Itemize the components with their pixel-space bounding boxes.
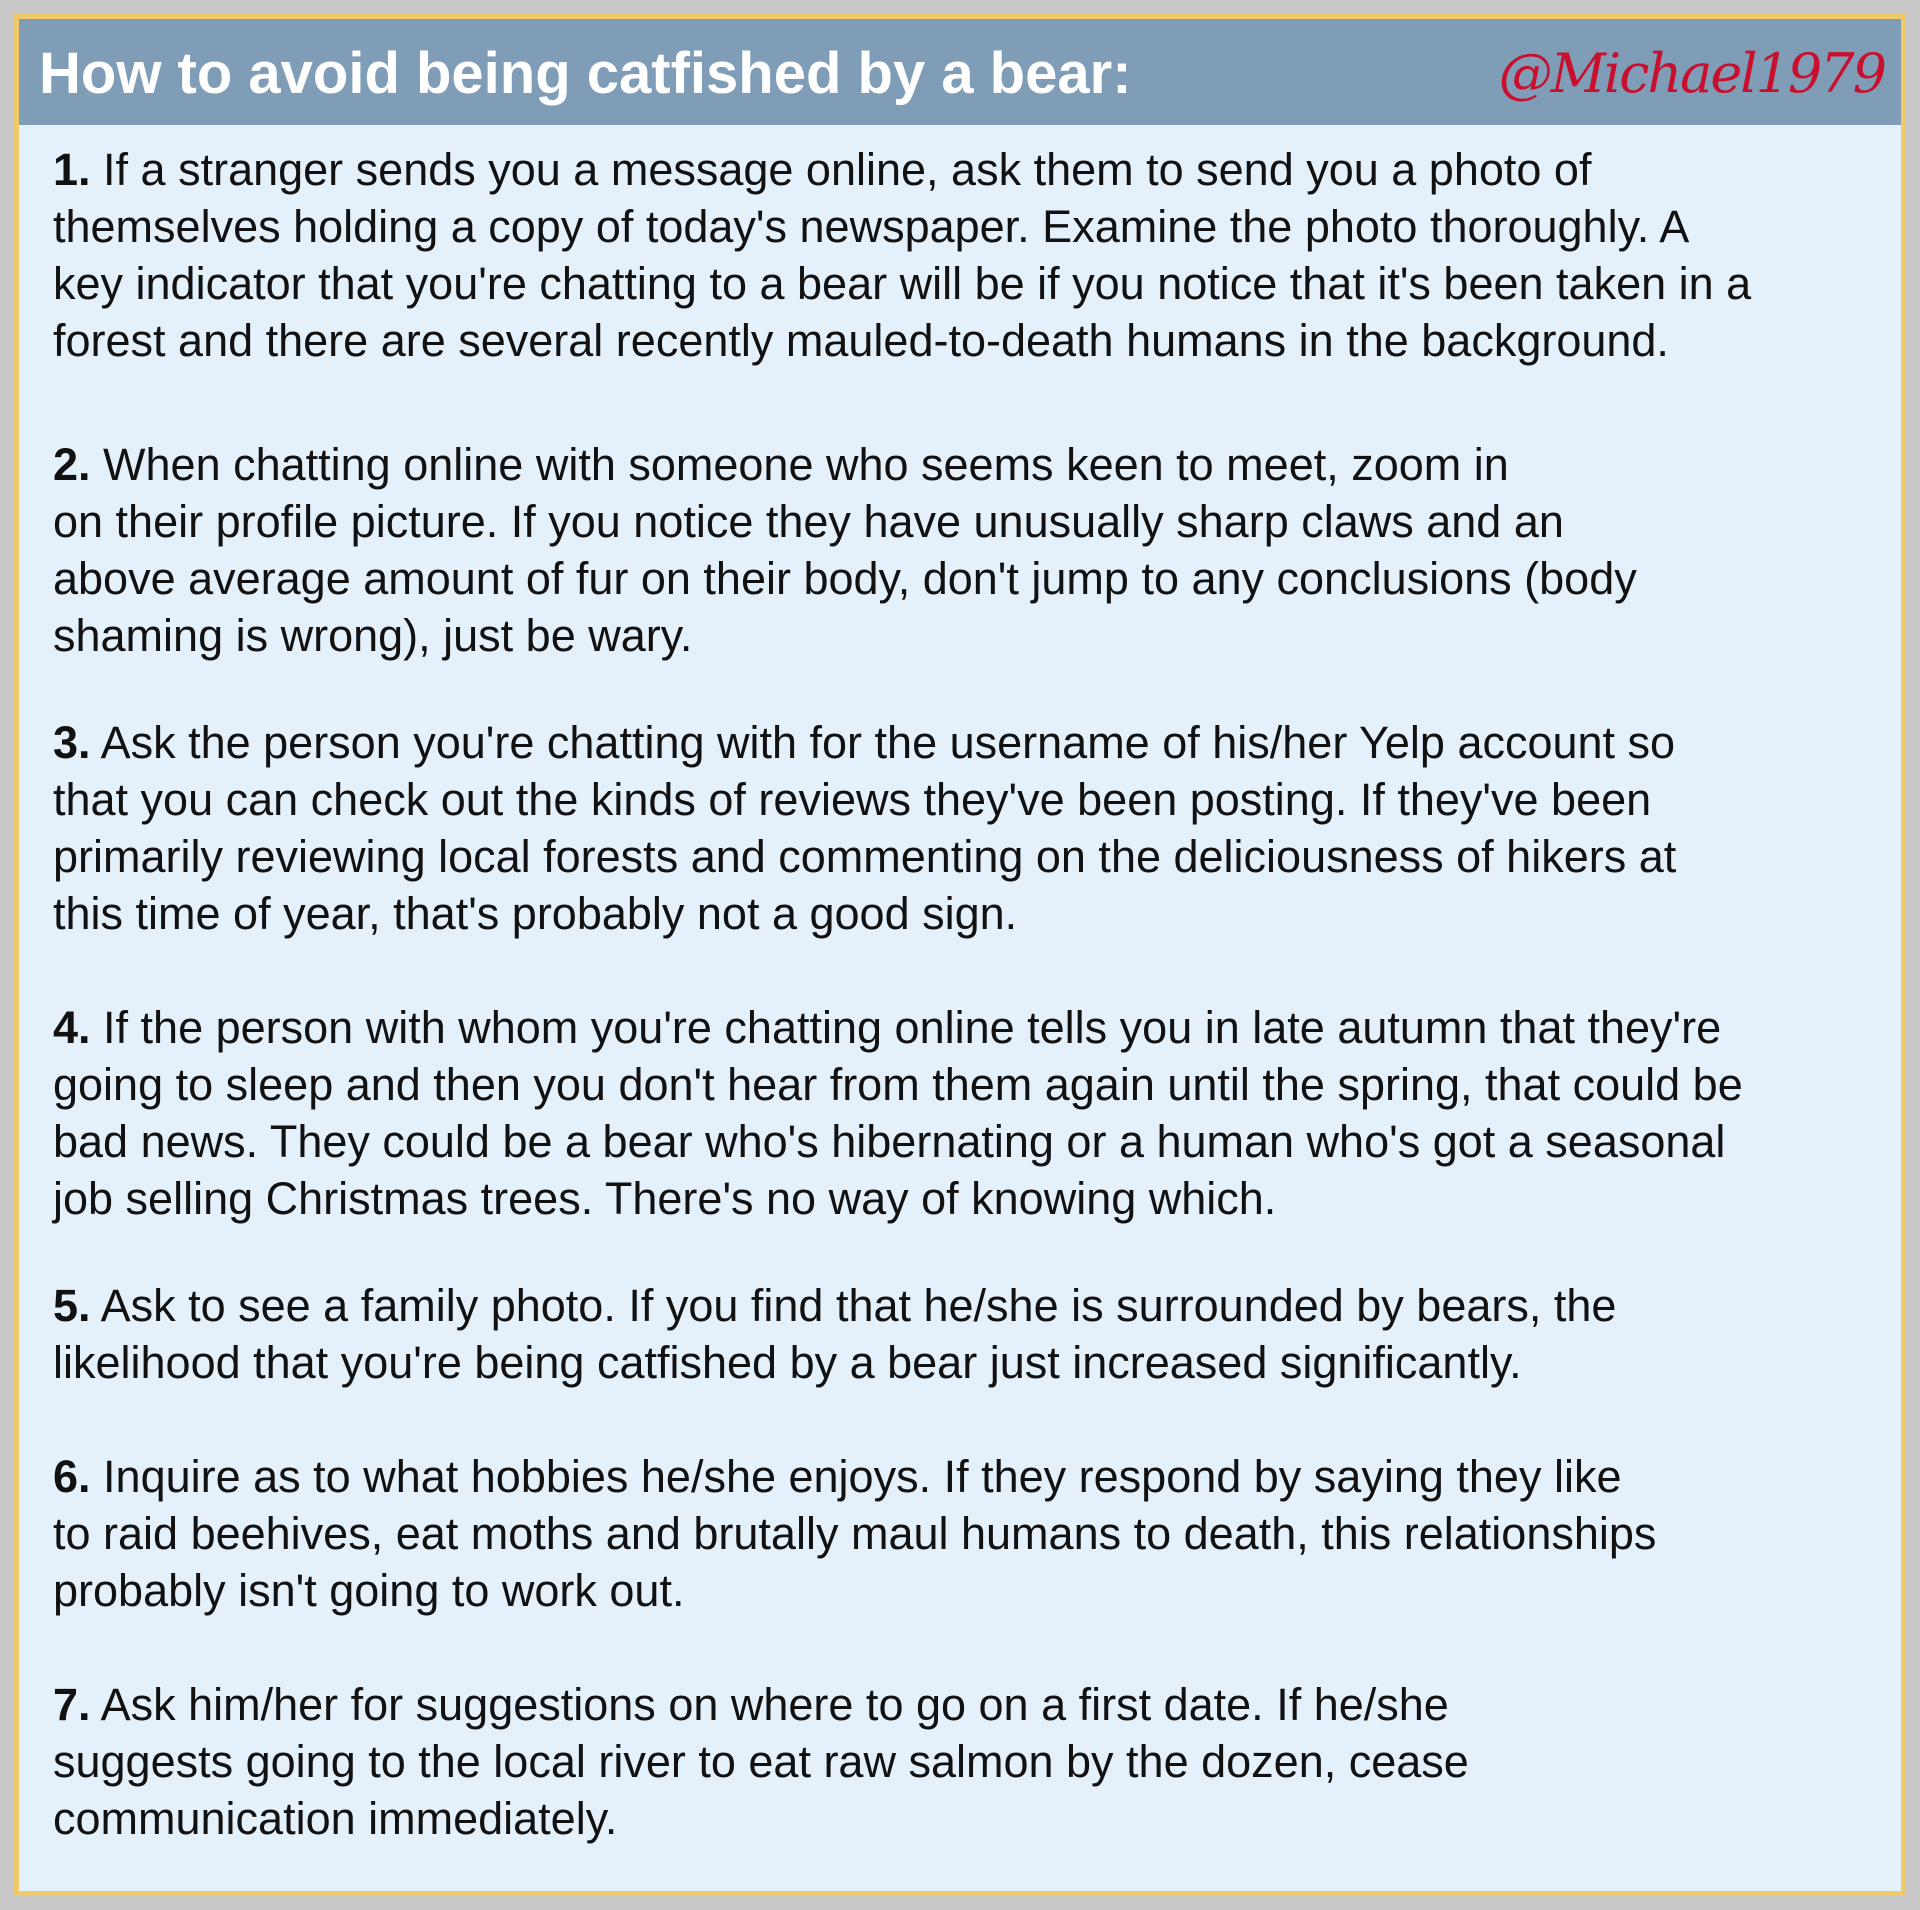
tip-number: 3. <box>53 717 91 768</box>
tip-line: on their profile picture. If you notice they have unusually sharp claws and an <box>53 496 1564 547</box>
tip-number: 2. <box>53 439 91 490</box>
tip-number: 4. <box>53 1002 91 1053</box>
tip-number: 5. <box>53 1280 91 1331</box>
tip-number: 1. <box>53 144 91 195</box>
tip-line: probably isn't going to work out. <box>53 1565 685 1616</box>
tip-line <box>53 999 1883 1056</box>
tip-text: Ask to see a family photo. If you find that he/she is surrounded by bears, the <box>100 1280 1617 1331</box>
tip-item-6 <box>53 1448 1883 1619</box>
tip-line <box>53 714 1883 771</box>
tip-item-1 <box>53 141 1883 369</box>
tip-line: going to sleep and then you don't hear from them again until the spring, that could be <box>53 1059 1743 1110</box>
tip-line: suggests going to the local river to eat raw salmon by the dozen, cease <box>53 1736 1469 1787</box>
tip-text: Ask him/her for suggestions on where to go on a first date. If he/she <box>100 1679 1449 1730</box>
tip-text: Ask the person you're chatting with for the username of his/her Yelp account so <box>100 717 1676 768</box>
tip-item-4 <box>53 999 1883 1227</box>
header-bar <box>19 19 1901 125</box>
tip-item-2 <box>53 436 1883 664</box>
tip-line: themselves holding a copy of today's newspaper. Examine the photo thoroughly. A <box>53 201 1690 252</box>
tip-line: above average amount of fur on their body, don't jump to any conclusions (body <box>53 553 1637 604</box>
tip-line: that you can check out the kinds of reviews they've been posting. If they've been <box>53 774 1652 825</box>
tip-text: If a stranger sends you a message online, ask them to send you a photo of <box>103 144 1592 195</box>
tip-line: bad news. They could be a bear who's hibernating or a human who's got a seasonal <box>53 1116 1726 1167</box>
author-handle: @Michael1979 <box>1498 42 1885 105</box>
tip-text: If the person with whom you're chatting online tells you in late autumn that they're <box>103 1002 1722 1053</box>
tip-number: 7. <box>53 1679 91 1730</box>
tip-text: Inquire as to what hobbies he/she enjoys. If they respond by saying they like <box>103 1451 1622 1502</box>
tip-text: When chatting online with someone who seems keen to meet, zoom in <box>103 439 1509 490</box>
tip-line: likelihood that you're being catfished by a bear just increased significantly. <box>53 1337 1522 1388</box>
tip-line <box>53 1277 1883 1334</box>
tip-line <box>53 1676 1883 1733</box>
tip-line: forest and there are several recently mauled-to-death humans in the background. <box>53 315 1669 366</box>
tip-line: shaming is wrong), just be wary. <box>53 610 693 661</box>
tip-line <box>53 141 1883 198</box>
tip-line <box>53 1448 1883 1505</box>
tip-line: job selling Christmas trees. There's no way of knowing which. <box>53 1173 1277 1224</box>
content-card <box>14 14 1906 1896</box>
tip-number: 6. <box>53 1451 91 1502</box>
tip-line: key indicator that you're chatting to a bear will be if you notice that it's been taken in a <box>53 258 1752 309</box>
tip-item-7 <box>53 1676 1883 1847</box>
tip-line: to raid beehives, eat moths and brutally maul humans to death, this relationships <box>53 1508 1657 1559</box>
tip-line: this time of year, that's probably not a good sign. <box>53 888 1018 939</box>
tip-line <box>53 436 1883 493</box>
tip-item-5 <box>53 1277 1883 1391</box>
tip-line: communication immediately. <box>53 1793 618 1844</box>
tip-item-3 <box>53 714 1883 942</box>
tip-line: primarily reviewing local forests and commenting on the deliciousness of hikers at <box>53 831 1677 882</box>
page-title: How to avoid being catfished by a bear: <box>39 41 1132 106</box>
